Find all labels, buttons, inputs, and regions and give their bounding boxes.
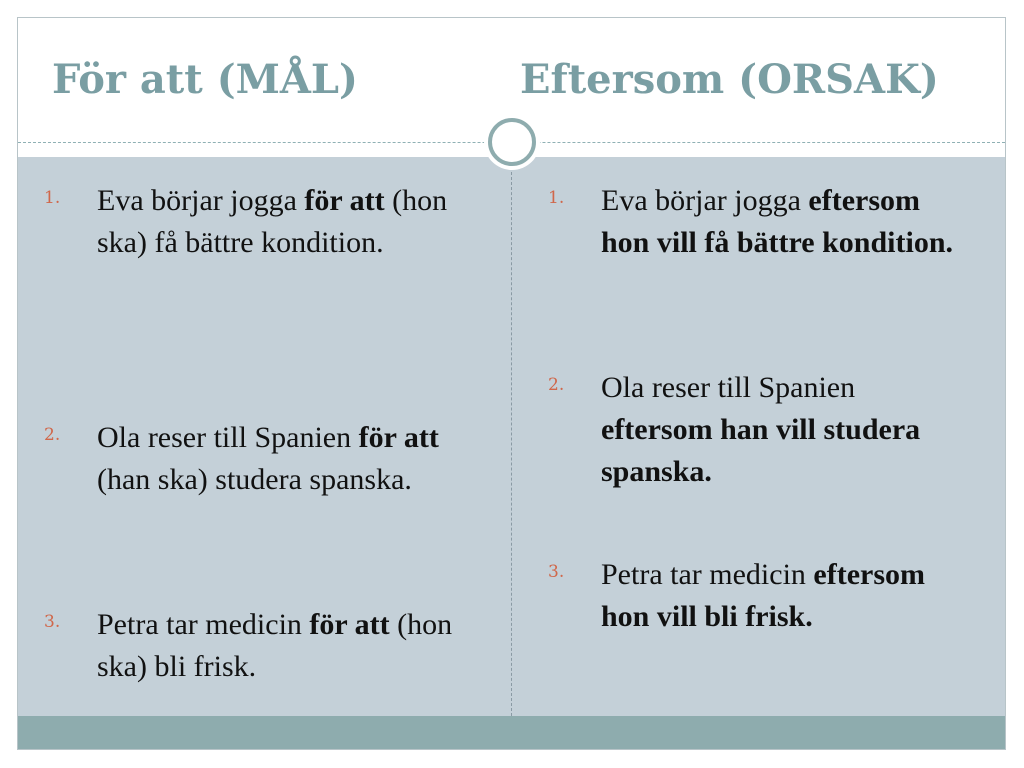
- item-bold: för att: [304, 184, 385, 217]
- item-bold: eftersom han vill studera spanska.: [601, 413, 921, 488]
- footer-band: [18, 716, 1005, 750]
- item-text: [97, 604, 492, 688]
- item-bold: eftersom hon vill få bättre kondition.: [601, 184, 954, 259]
- item-number: 1.: [44, 188, 61, 208]
- item-text: [97, 180, 492, 264]
- item-text: [601, 180, 973, 264]
- item-bold: för att: [358, 421, 439, 454]
- item-prefix: Eva börjar jogga: [601, 184, 809, 217]
- item-prefix: Ola reser till Spanien: [601, 371, 856, 404]
- item-suffix: (hon ska) bli frisk.: [97, 608, 453, 683]
- item-text: [601, 554, 973, 638]
- item-number: 2.: [44, 425, 61, 445]
- item-suffix: (hon ska) få bättre kondition.: [97, 184, 448, 259]
- item-prefix: Eva börjar jogga: [97, 184, 305, 217]
- item-text: [97, 417, 492, 501]
- item-prefix: Ola reser till Spanien: [97, 421, 359, 454]
- item-number: 1.: [548, 188, 565, 208]
- item-number: 3.: [548, 562, 565, 582]
- ring-icon: [488, 118, 536, 166]
- slide: [17, 17, 1006, 750]
- item-number: 2.: [548, 375, 565, 395]
- item-prefix: Petra tar medicin: [97, 608, 310, 641]
- item-suffix: (han ska) studera spanska.: [97, 463, 412, 496]
- circle-ornament: [484, 114, 540, 170]
- item-bold: eftersom hon vill bli frisk.: [601, 558, 926, 633]
- item-number: 3.: [44, 612, 61, 632]
- title-right: Eftersom (ORSAK): [520, 56, 939, 103]
- item-bold: för att: [309, 608, 390, 641]
- item-text: [601, 367, 973, 493]
- item-prefix: Petra tar medicin: [601, 558, 814, 591]
- title-left: För att (MÅL): [52, 56, 358, 103]
- content-panel: [18, 157, 1005, 716]
- column-divider: [511, 157, 512, 716]
